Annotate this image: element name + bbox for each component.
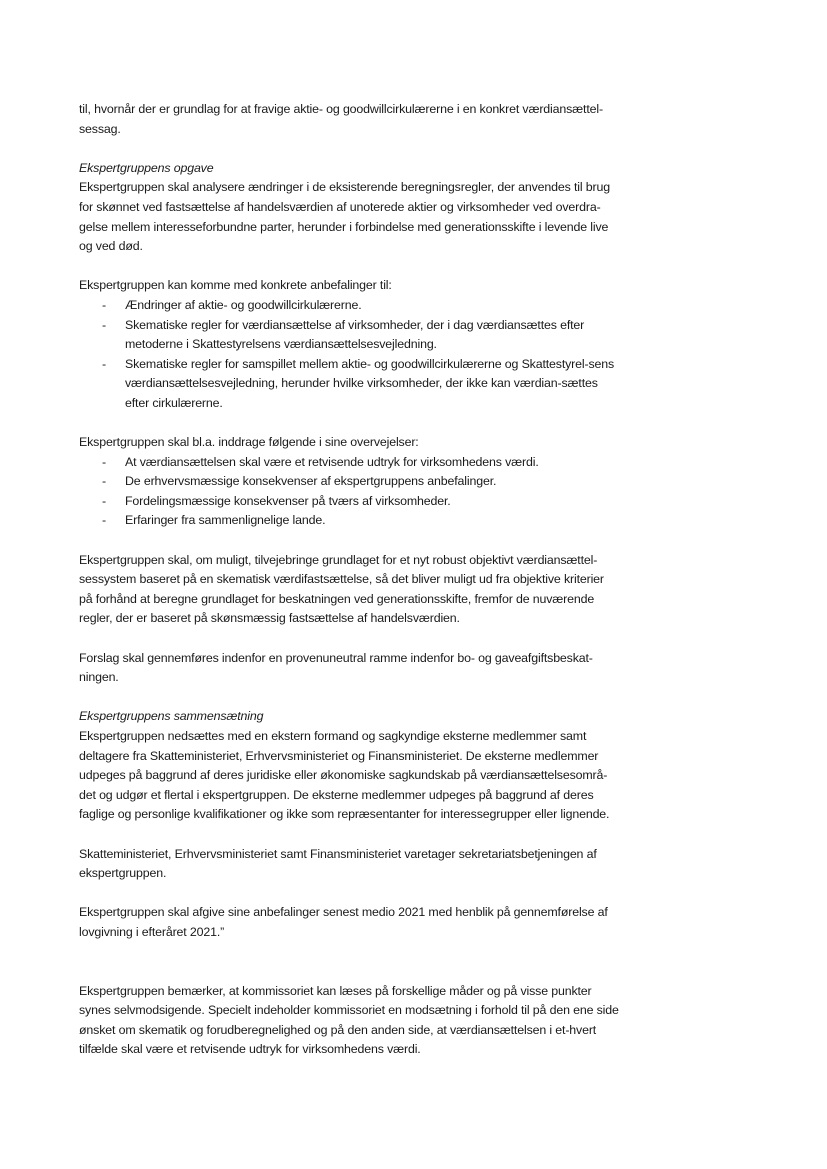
anbefalinger-list	[79, 296, 619, 414]
list-item: - At værdiansættelsen skal være et retvisende udtryk for virksomhedens værdi.	[79, 453, 619, 473]
paragraph-spacer	[79, 414, 619, 434]
paragraph-spacer	[79, 139, 619, 159]
intro-paragraph: til, hvornår der er grundlag for at fravige aktie- og goodwillcirkulærerne i en konkret værdiansættel-sessag.	[79, 102, 603, 136]
paragraph-spacer	[79, 257, 619, 277]
section-heading-sammensaetning: Ekspertgruppens sammensætning	[79, 709, 264, 724]
overvejelser-list	[79, 453, 619, 531]
section-heading-opgave: Ekspertgruppens opgave	[79, 160, 214, 175]
document-page	[79, 100, 619, 1060]
grundlag-paragraph: Ekspertgruppen skal, om muligt, tilvejebringe grundlaget for et nyt robust objektivt værdiansættel-sessystem baseret på en skematisk værdifastsættelse, så det bliver muligt ud fra objektive kriterier på forhånd at beregne grundlaget for beskatningen ved generationsskifte, fremfor de nuværende regler, der er baseret på skønsmæssig fastsættelse af handelsværdien.	[79, 552, 604, 626]
forslag-paragraph: Forslag skal gennemføres indenfor en provenuneutral ramme indenfor bo- og gaveafgiftsbeskat-ningen.	[79, 650, 593, 685]
paragraph-spacer	[79, 531, 619, 551]
list-item: - Skematiske regler for samspillet mellem aktie- og goodwillcirkulærerne og Skattestyrel-sens værdiansættelsesvejledning, herunder hvilke virksomheder, der ikke kan værdian-sættes efter cirkulærerne.	[79, 355, 619, 414]
paragraph-spacer	[79, 688, 619, 708]
paragraph-spacer	[79, 884, 619, 904]
section-spacer	[79, 943, 619, 982]
paragraph-spacer	[79, 629, 619, 649]
list-item: - Skematiske regler for værdiansættelse af virksomheder, der i dag værdiansættes efter metoderne i Skattestyrelsens værdiansættelsesvejledning.	[79, 316, 619, 355]
bemaerkning-paragraph: Ekspertgruppen bemærker, at kommissoriet kan læses på forskellige måder og på visse punkter synes selvmodsigende. Specielt indeholder kommissoriet en modsætning i forhold til på den ene side ønsket om skematik og forudberegnelighed og på den anden side, at værdiansættelsen i et-hvert tilfælde skal være et retvisende udtryk for virksomhedens værdi.	[79, 983, 619, 1057]
paragraph-spacer	[79, 825, 619, 845]
opgave-paragraph: Ekspertgruppen skal analysere ændringer i de eksisterende beregningsregler, der anvendes til brug for skønnet ved fastsættelse af handelsværdien af unoterede aktier og virksomheder ved overdra-gelse mellem interesseforbundne parter, herunder i forbindelse med generationsskifte i levende live og ved død.	[79, 180, 610, 254]
sekretariat-paragraph: Skatteministeriet, Erhvervsministeriet samt Finansministeriet varetager sekretariatsbetjeningen af ekspertgruppen.	[79, 846, 597, 881]
list-item: - Fordelingsmæssige konsekvenser på tværs af virksomheder.	[79, 492, 619, 512]
frist-paragraph: Ekspertgruppen skal afgive sine anbefalinger senest medio 2021 med henblik på gennemførelse af lovgivning i efteråret 2021.”	[79, 905, 608, 939]
list-item: - Ændringer af aktie- og goodwillcirkulærerne.	[79, 296, 619, 316]
list-item: - De erhvervsmæssige konsekvenser af ekspertgruppens anbefalinger.	[79, 472, 619, 492]
list-item: - Erfaringer fra sammenlignelige lande.	[79, 511, 619, 531]
anbefalinger-lead: Ekspertgruppen kan komme med konkrete anbefalinger til:	[79, 278, 392, 293]
overvejelser-lead: Ekspertgruppen skal bl.a. inddrage følgende i sine overvejelser:	[79, 435, 419, 450]
sammensaetning-paragraph: Ekspertgruppen nedsættes med en ekstern formand og sagkyndige eksterne medlemmer samt deltagere fra Skatteministeriet, Erhvervsministeriet og Finansministeriet. De eksterne medlemmer udpeges på baggrund af deres juridiske eller økonomiske sagkundskab på værdiansættelsesområ-det og udgør et flertal i ekspertgruppen. De eksterne medlemmer udpeges på baggrund af deres faglige og personlige kvalifikationer og ikke som repræsentanter for interessegrupper eller lignende.	[79, 729, 610, 822]
